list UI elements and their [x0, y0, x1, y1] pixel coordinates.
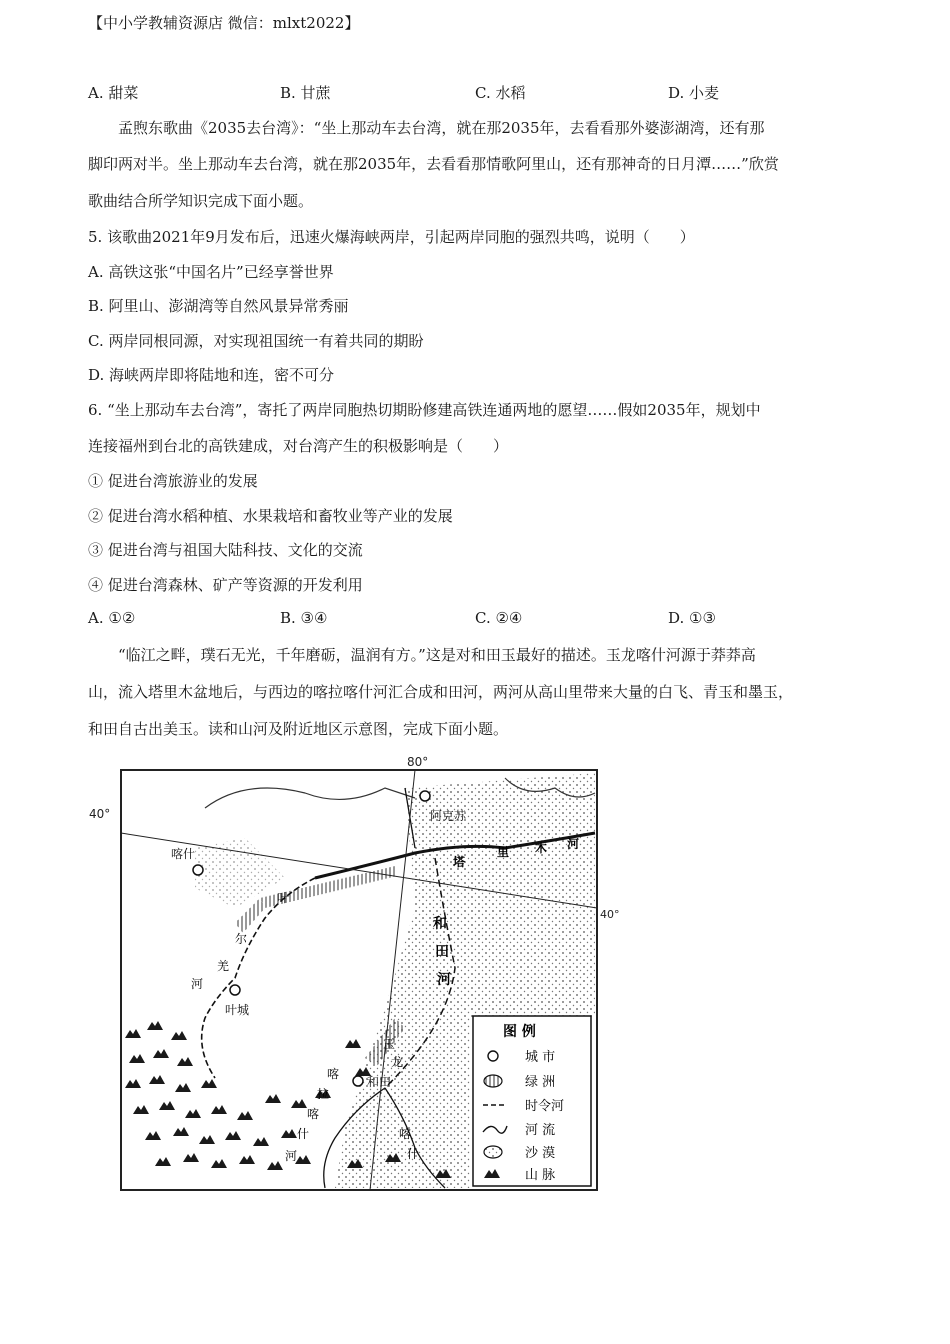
- legend-seasonal-river: 时令河: [525, 1099, 565, 1114]
- karakash-char-1: 喀: [327, 1067, 340, 1081]
- passage1-line-2: 脚印两对半。坐上那动车去台湾，就在那2035年，去看看那情歌阿里山，还有那神奇的日月潭……”欣赏: [88, 155, 779, 173]
- q6-option-d: D. ①③: [668, 609, 716, 627]
- q4-option-c: C. 水稻: [475, 84, 526, 102]
- karakash-char-2: 拉: [317, 1087, 330, 1101]
- q6-statement-2: ② 促进台湾水稻种植、水果栽培和畜牧业等产业的发展: [88, 507, 453, 525]
- karakash-char-3: 喀: [307, 1107, 320, 1121]
- yarkand-char-1: 叶: [277, 891, 290, 905]
- q4-option-b: B. 甘蔗: [280, 84, 331, 102]
- q6-stem-line-2: 连接福州到台北的高铁建成，对台湾产生的积极影响是（ ）: [88, 437, 509, 455]
- city-yecheng-label: 叶城: [225, 1003, 250, 1017]
- yarkand-char-3: 羌: [217, 959, 230, 973]
- city-kashi-label: 喀什: [171, 847, 196, 861]
- city-aksu-marker: [420, 791, 430, 801]
- hetian-river-char-1: 和: [433, 916, 447, 932]
- yulong-char-3: 喀: [399, 1127, 412, 1141]
- yulong-char-4: 什: [407, 1147, 420, 1161]
- legend-mountain: 山 脉: [525, 1168, 556, 1183]
- q5-option-c: C. 两岸同根同源，对实现祖国统一有着共同的期盼: [88, 332, 424, 350]
- city-kashi-marker: [193, 865, 203, 875]
- q4-option-d: D. 小麦: [668, 84, 720, 102]
- q6-statement-3: ③ 促进台湾与祖国大陆科技、文化的交流: [88, 541, 363, 559]
- karakash-char-4: 什: [297, 1127, 310, 1141]
- tarim-char-2: 里: [497, 845, 510, 859]
- tarim-char-3: 木: [535, 841, 548, 855]
- city-aksu-label: 阿克苏: [430, 809, 467, 823]
- hetian-river-char-3: 河: [437, 972, 451, 988]
- q6-statement-1: ① 促进台湾旅游业的发展: [88, 472, 258, 490]
- tarim-char-1: 塔: [453, 855, 466, 869]
- hetian-river-char-2: 田: [435, 944, 449, 960]
- lon-label-80: 80°: [407, 755, 429, 769]
- karakash-char-5: 河: [285, 1149, 298, 1163]
- city-hetian-label: 和田: [367, 1075, 392, 1089]
- q6-option-a: A. ①②: [88, 609, 136, 627]
- passage2-line-2: 山，流入塔里木盆地后，与西边的喀拉喀什河汇合成和田河，两河从高山里带来大量的白飞、青玉和墨玉，: [88, 683, 794, 701]
- q6-stem-line-1: 6. “坐上那动车去台湾”，寄托了两岸同胞热切期盼修建高铁连通两地的愿望……假如2035年，规划中: [88, 401, 761, 419]
- yarkand-char-2: 尔: [235, 932, 248, 946]
- tarim-char-4: 河: [567, 837, 580, 851]
- lat-label-right: 40°: [600, 908, 620, 921]
- passage1-line-1: 孟煦东歌曲《2035去台湾》：“坐上那动车去台湾，就在那2035年，去看看那外婆澎湖湾，还有那: [118, 119, 765, 137]
- yarkand-char-4: 河: [191, 977, 204, 991]
- legend-desert-icon: [484, 1146, 502, 1158]
- passage2-line-1: “临江之畔，璞石无光，千年磨砺，温润有方。”这是对和田玉最好的描述。玉龙喀什河源于莽莽高: [118, 646, 756, 664]
- q6-option-c: C. ②④: [475, 609, 523, 627]
- yulong-char-2: 龙: [391, 1055, 404, 1069]
- q5-option-b: B. 阿里山、澎湖湾等自然风景异常秀丽: [88, 297, 349, 315]
- legend-city-icon: [488, 1051, 498, 1061]
- legend-desert: 沙 漠: [525, 1146, 556, 1161]
- q5-option-a: A. 高铁这张“中国名片”已经享誉世界: [88, 263, 334, 281]
- q5-option-d: D. 海峡两岸即将陆地和连，密不可分: [88, 366, 335, 384]
- passage1-line-3: 歌曲结合所学知识完成下面小题。: [88, 192, 314, 210]
- map-legend: [473, 1016, 591, 1186]
- city-yecheng-marker: [230, 985, 240, 995]
- lat-label-left: 40°: [89, 807, 111, 821]
- legend-oasis-icon: [484, 1075, 502, 1087]
- legend-title: 图 例: [503, 1024, 536, 1040]
- hetian-river-map: [85, 748, 620, 1203]
- q5-stem: 5. 该歌曲2021年9月发布后，迅速火爆海峡两岸，引起两岸同胞的强烈共鸣，说明（ ）: [88, 228, 695, 246]
- legend-oasis: 绿 洲: [525, 1075, 556, 1090]
- q6-statement-4: ④ 促进台湾森林、矿产等资源的开发利用: [88, 576, 363, 594]
- yulong-char-1: 玉: [383, 1037, 396, 1051]
- passage2-line-3: 和田自古出美玉。读和山河及附近地区示意图，完成下面小题。: [88, 720, 509, 738]
- q6-option-b: B. ③④: [280, 609, 328, 627]
- legend-river: 河 流: [525, 1123, 556, 1138]
- city-hetian-marker: [353, 1076, 363, 1086]
- q4-option-a: A. 甜菜: [88, 84, 139, 102]
- legend-city: 城 市: [525, 1050, 556, 1065]
- page-header: 【中小学教辅资源店 微信：mlxt2022】: [88, 14, 360, 32]
